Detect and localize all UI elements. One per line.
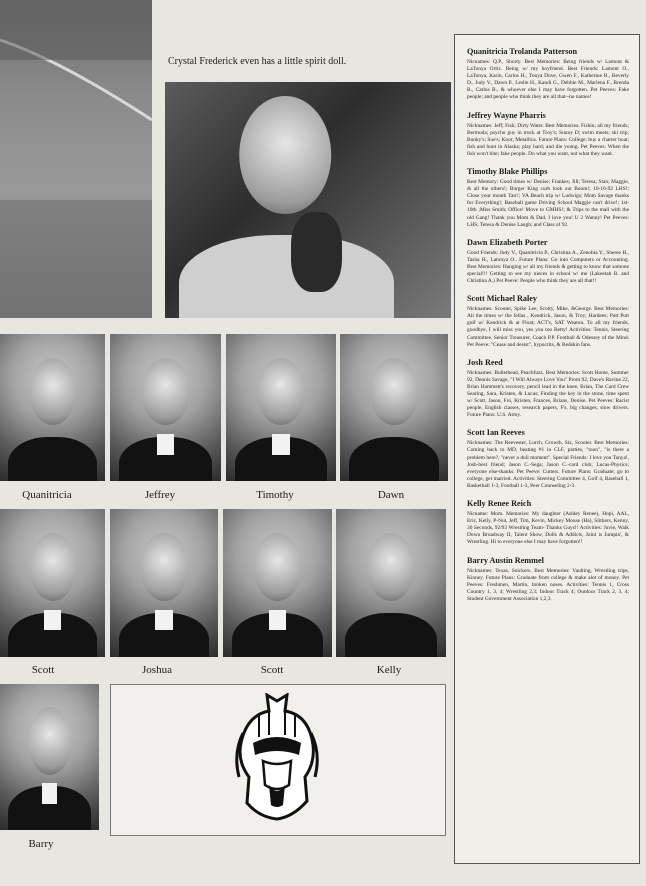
- bio-name: Timothy Blake Phillips: [467, 167, 548, 177]
- senior-name-label: Jeffrey: [144, 489, 176, 501]
- portrait-timothy: [226, 334, 336, 481]
- school-mascot-box: [110, 684, 446, 836]
- bio-entry: [467, 499, 629, 546]
- bio-entry: [467, 428, 629, 490]
- portrait-scott-raley: [0, 509, 105, 657]
- portrait-jeffrey: [110, 334, 221, 481]
- bio-text: Nicknames: Bullethead, Peachfuzz. Best Memories: Scott Home, Summer 92, Dennis Savage, "I Will Always Love You" Prom 92, Dave's Ravine 22, Brian Hammett's recovery, pencil lead in the knee, Brian, The Card Crew Searing, Sara, Kristen, & Lucas; Finding the key in the stone, time spent w/ Scott, Jason, Fro, Kristen, Frances, Brians, Denise. Pet Peeves: Racist people, English classes, research papers, F's, big changes, slow drivers. Future Plans: U.S. Army.: [467, 369, 629, 419]
- bio-text: Best Memory: Good times w/ Denise; Frankes; Jill; Teresa; Stan; Maggie, & all the others!; Burger King curb look out Boom!; 10-16-92 LHS!; Close your mouth Tarr!; VA Beach trip w/ Ludwigs; Mom Savage thanks for Everything!; Baseball game Driving School Maggie can't drive!; 1st-10th ;Miss Smith; Office! Move to GMHS!; & Trips to the mall with the old Gang! Thank you Mom & Dad, I love you! U 2 Wanny! Pet Peeves: LHS; Teresa & Denise Laugh; and Class of 92.: [467, 179, 629, 228]
- bio-name: Josh Reed: [467, 357, 503, 367]
- bio-name: Kelly Renee Reich: [467, 499, 532, 509]
- senior-name-label: Joshua: [142, 664, 172, 676]
- bio-text: Nicknames: Texas, Snickers. Best Memories: Vaulting, Wrestling trips, Kinney. Future Plans: Graduate from college & make alot of money. Pet Peeves: Freshmen, Martin, broken noses. Activities: Tennis 1, Cross Country 1, 3, 4; Wrestling 2,3; Indoor Track 4; Outdoor Track 2, 3, 4; Student Government Association 1,2,3.: [467, 567, 629, 602]
- bio-text: Nicknames: The Reevester, Lurch, Growth, Siz, Scooter. Best Memories: Coming back to MD, beating #1 in CLF, parties, "toon", "is there a problem here?, "never a dull moment". Special Friends: I love you Tanya!, Josh-best friend; Jason C.-Sega; Jason C.-card club; Lucas-Physics; everyone else-thanks. Pet Peeve: Cutters. Future Plans: Graduate; go to college, get married. Activities: Steering Committee 4, Golf 4, Baseball 1, Basketball 1-3, Football 1-3, Peer Counseling 2-3.: [467, 440, 629, 489]
- bio-text: Nicknames: Scouter, Spike Lee, Scotty, Mike, &George. Best Memories: All the times w/ the fellas , Kendrick, Jason, & Troy; Hardees; Putt Putt golf w/ Kendrick & at Float; ACT's, SAT Weaton. To all my friends, goodbye, I will miss you, yes you too Betty! Activities: Tennis, Steering Committee, Senior Treasurer, Coach P.P. Football & Odessey of the Mind. Pet Peeve: "Cease and desist", hypocrits, & Redskin fans.: [467, 306, 629, 348]
- portrait-scott-reeves: [223, 509, 332, 657]
- bio-text: Nicknames: Jeff; Fish; Dirty Water. Best Memories: Fishin; all my friends; Bermuda; psycho guy in truck at Troy's; Sunny D; swim meets; ski trip; Bunky's; Sue's; Knot; Metallica. Future Plans: College; buy a charter boat; fish and hunt in Alaska; play hard; and die young. Pet Peeves: When the fish won't bite; fake people. Do what you want, not what they want.: [467, 122, 629, 157]
- bio-name: Quanitricia Trolanda Patterson: [467, 47, 578, 56]
- portrait-quanitricia: [0, 334, 105, 481]
- senior-name-label: Kelly: [376, 664, 402, 676]
- photo-caption: Crystal Frederick even has a little spirit doll.: [168, 56, 347, 67]
- bio-entry: [467, 556, 629, 603]
- senior-name-label: Dawn: [377, 489, 405, 501]
- bio-entry: [467, 358, 629, 420]
- field-photo: [0, 0, 152, 318]
- senior-name-label: Barry: [28, 838, 54, 850]
- spartan-helmet-icon: [229, 693, 325, 823]
- candid-photo-spirit-doll: [165, 82, 451, 318]
- senior-name-label: Quanitricia: [22, 489, 72, 501]
- bio-name: Scott Michael Raley: [467, 294, 538, 304]
- senior-bios-column: [454, 34, 640, 864]
- bio-name: Jeffrey Wayne Pharris: [467, 110, 546, 120]
- bio-entry: [467, 238, 629, 285]
- bio-name: Barry Austin Remmel: [467, 555, 544, 565]
- senior-name-label: Timothy: [256, 489, 294, 501]
- bio-entry: [467, 167, 629, 229]
- portrait-dawn: [340, 334, 448, 481]
- portrait-kelly: [336, 509, 446, 657]
- bio-name: Scott Ian Reeves: [467, 428, 525, 438]
- portrait-joshua: [110, 509, 218, 657]
- senior-name-label: Scott: [31, 664, 55, 676]
- bio-entry: [467, 294, 629, 349]
- bio-text: Good Friends: Judy V., Quanitricia P., Christina A., Zenobia Y., Sheree H., Tasha H., Latonya O.. Future Plans: Go into Computers or Accounting. Best Memories: Hanging w/ all my friends & getting to know that somone special!!! Getting to see my nieces in school w/ me (Lakeetah B. and Christina A.) Pet Peeve: People who think they are all that!!: [467, 249, 629, 285]
- portrait-barry: [0, 684, 99, 830]
- bio-name: Dawn Elizabeth Porter: [467, 237, 548, 247]
- senior-name-label: Scott: [260, 664, 284, 676]
- bio-entry: [467, 47, 629, 102]
- bio-text: Nicname: Mom. Memories: My daughter (Ashley Renee), Hopi, AAL, Eric, Kelly, P-Nut, Jeff, Tim, Kevin, Mickey Mouse (Ha), Slithers, Kenny, 30 Seconds, 92/93 Wrestling Team- Thanks Guys!! Activities: Juvie, Walk Down Broadway II, Talent Show, Dolls & Addicts, Joint is Jumpin', & Wrestling. Hi to everyone else I may have forgotten!!: [467, 511, 629, 546]
- bio-text: Nicnames: Q.P., Shorty. Best Memories: Being friends w/ Lamont & LaTonya Ortiz. Being w/ my boyfriend. Best Friends: Lamont O., LaTonya, Karin, Carlos H., Tonya Dove, Gwen F., Katherine R., Beverly D., Judy V., Dawn P., Leslie H., Kandi G., Debbie M., Marlena F., Brenda B., Carlos B., & whoever else I may have forgotten. Pet Peeves: Fake people; and people who think they are all that--no names!: [467, 59, 629, 101]
- bio-entry: [467, 111, 629, 158]
